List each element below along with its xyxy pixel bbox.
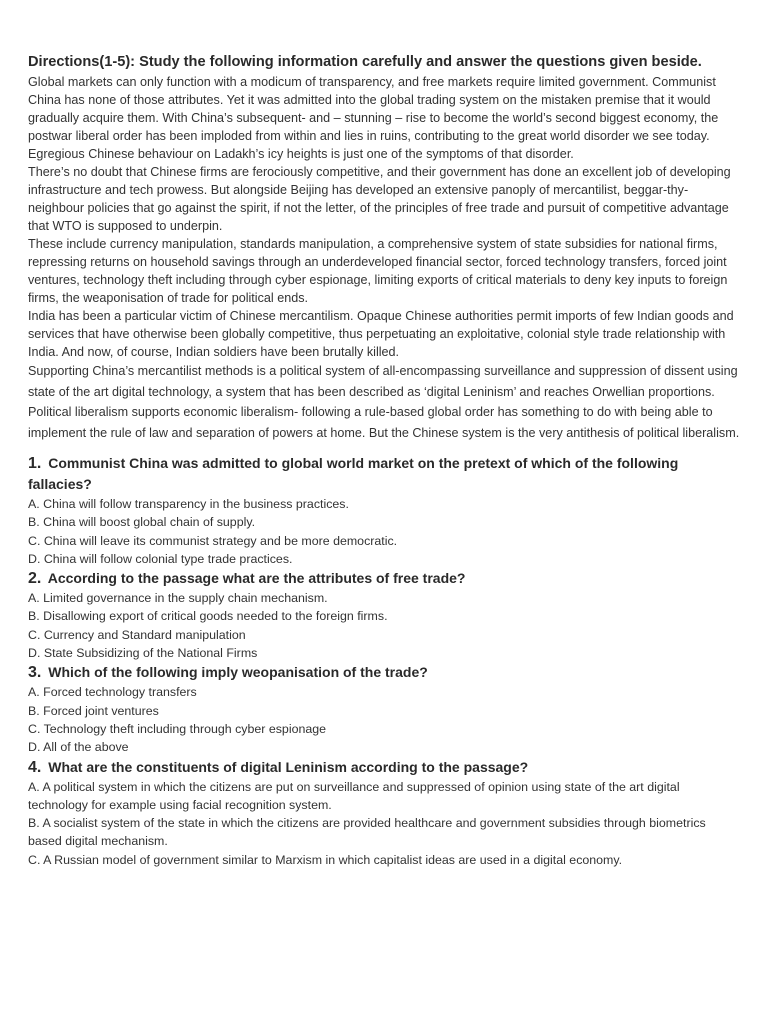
- question-4: [28, 757, 742, 869]
- answer-option: A. A political system in which the citizens are put on surveillance and suppressed of opinion using state of the art digital technology for example using facial recognition system.: [28, 779, 680, 812]
- answer-option: B. Forced joint ventures: [28, 703, 159, 718]
- question-number: 2.: [28, 570, 42, 588]
- questions-list: [28, 453, 742, 869]
- answer-option: B. A socialist system of the state in which the citizens are provided healthcare and government subsidies through biometrics based digital mechanism.: [28, 816, 706, 849]
- passage-paragraph: Global markets can only function with a modicum of transparency, and free markets require limited government. Communist China has none of those attributes. Yet it was admitted into the global trading system on the mistaken premise that it would gradually acquire them. With China’s subsequent- and – stunning – rise to become the world’s second biggest economy, the postwar liberal order has been imploded from within and lies in ruins, contributing to the great world disorder we see today. Egregious Chinese behaviour on Ladakh’s icy heights is just one of the symptoms of that disorder.: [28, 75, 719, 161]
- answer-option: D. All of the above: [28, 740, 129, 755]
- passage-paragraph: India has been a particular victim of Chinese mercantilism. Opaque Chinese authorities permit imports of few Indian goods and services that have otherwise been globally competitive, thus perpetuating an exploitative, colonial style trade relationship with India. And now, of course, Indian soldiers have been brutally killed.: [28, 309, 734, 359]
- question-text: [28, 757, 742, 778]
- answer-option: C. Technology theft including through cyber espionage: [28, 721, 327, 736]
- question-text: [28, 453, 742, 495]
- passage-paragraph: Supporting China’s mercantilist methods is a political system of all-encompassing surveillance and suppression of dissent using state of the art digital technology, a system that has been described as ‘digital Leninism’ and reaches Orwellian proportions. Political liberalism supports economic liberalism- following a rule-based global order has something to do with being able to implement the rule of law and separation of powers at home. But the Chinese system is the very antithesis of political liberalism.: [28, 364, 740, 440]
- question-prompt: What are the constituents of digital Leninism according to the passage?: [48, 758, 529, 775]
- question-text: [28, 662, 742, 683]
- answer-option: C. China will leave its communist strategy and be more democratic.: [28, 533, 398, 548]
- answer-option: A. China will follow transparency in the business practices.: [28, 497, 349, 511]
- passage: [28, 73, 742, 443]
- question-prompt: Communist China was admitted to global world market on the pretext of which of the following fallacies?: [28, 455, 679, 492]
- answer-option: D. State Subsidizing of the National Firms: [28, 646, 258, 661]
- question-2: [28, 568, 742, 662]
- answer-option: B. Disallowing export of critical goods needed to the foreign firms.: [28, 609, 388, 624]
- question-prompt: Which of the following imply weopanisation of the trade?: [48, 664, 428, 681]
- answer-option: B. China will boost global chain of supply.: [28, 515, 256, 530]
- question-number: 4.: [28, 758, 42, 776]
- question-number: 3.: [28, 664, 42, 682]
- passage-paragraph: These include currency manipulation, standards manipulation, a comprehensive system of state subsidies for national firms, repressing returns on household savings through an underdeveloped financial sector, forced technology transfers, forced joint ventures, technology theft including through cyber espionage, limiting exports of critical materials to deny key inputs to foreign firms, the weaponisation of trade for political ends.: [28, 237, 728, 305]
- answer-option: D. China will follow colonial type trade practices.: [28, 551, 293, 566]
- passage-paragraph: There’s no doubt that Chinese firms are ferociously competitive, and their government has done an excellent job of developing infrastructure and tech prowess. But alongside Beijing has developed an extensive panoply of mercantilist, beggar-thy-neighbour policies that go against the spirit, if not the letter, of the principles of free trade and pursuit of competitive advantage that WTO is supposed to underpin.: [28, 165, 731, 233]
- question-prompt: According to the passage what are the attributes of free trade?: [47, 570, 466, 587]
- directions-heading: Directions(1-5): Study the following information carefully and answer the questions given beside.: [28, 54, 702, 70]
- answer-option: A. Limited governance in the supply chain mechanism.: [28, 591, 328, 606]
- question-1: [28, 453, 742, 568]
- question-3: [28, 662, 742, 756]
- answer-option: C. Currency and Standard manipulation: [28, 627, 246, 642]
- question-text: [28, 568, 742, 589]
- question-number: 1.: [28, 455, 42, 472]
- answer-option: A. Forced technology transfers: [28, 685, 197, 700]
- answer-option: C. A Russian model of government similar to Marxism in which capitalist ideas are used in a digital economy.: [28, 852, 623, 867]
